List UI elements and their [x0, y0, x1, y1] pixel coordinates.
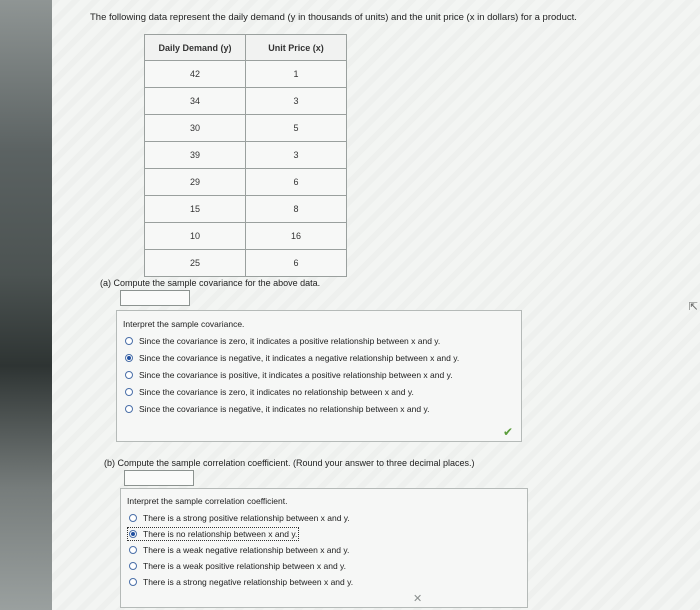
data-table: [144, 34, 347, 277]
correlation-option-2[interactable]: There is no relationship between x and y.: [129, 529, 297, 539]
correlation-interpret-box: [120, 488, 528, 608]
part-a-label: (a): [100, 278, 111, 288]
table-row: [145, 169, 347, 196]
header-unit-price: Unit Price (x): [246, 35, 347, 61]
table-row: [145, 196, 347, 223]
radio-button[interactable]: [129, 546, 137, 554]
table-row: [145, 223, 347, 250]
price-cell: 1: [246, 61, 347, 88]
price-cell: 3: [246, 142, 347, 169]
table-row: [145, 250, 347, 277]
radio-button[interactable]: [125, 371, 133, 379]
radio-button-selected[interactable]: [125, 354, 133, 362]
table-row: [145, 88, 347, 115]
covariance-option-4[interactable]: Since the covariance is zero, it indicates no relationship between x and y.: [125, 387, 414, 397]
part-a-text: Compute the sample covariance for the above data.: [113, 278, 321, 288]
covariance-interpret-box: [116, 310, 522, 442]
covariance-interpret-title: Interpret the sample covariance.: [123, 319, 245, 329]
radio-button[interactable]: [125, 388, 133, 396]
demand-cell: 15: [145, 196, 246, 223]
correlation-answer-input[interactable]: [124, 470, 194, 486]
part-b-prompt: [104, 458, 475, 468]
demand-cell: 30: [145, 115, 246, 142]
part-b-label: (b): [104, 458, 115, 468]
demand-cell: 10: [145, 223, 246, 250]
question-intro: The following data represent the daily demand (y in thousands of units) and the unit price (x in dollars) for a product.: [90, 12, 577, 23]
price-cell: 5: [246, 115, 347, 142]
price-cell: 6: [246, 169, 347, 196]
header-daily-demand: Daily Demand (y): [145, 35, 246, 61]
check-icon: ✔: [503, 425, 514, 439]
radio-button[interactable]: [125, 405, 133, 413]
demand-cell: 25: [145, 250, 246, 277]
radio-button[interactable]: [129, 578, 137, 586]
correlation-option-5[interactable]: There is a strong negative relationship between x and y.: [129, 577, 353, 587]
radio-button[interactable]: [129, 514, 137, 522]
covariance-option-5[interactable]: Since the covariance is negative, it indicates no relationship between x and y.: [125, 404, 429, 414]
table-row: [145, 142, 347, 169]
x-icon: ✕: [413, 593, 423, 605]
demand-cell: 34: [145, 88, 246, 115]
table-row: [145, 61, 347, 88]
covariance-option-1[interactable]: Since the covariance is zero, it indicates a positive relationship between x and y.: [125, 336, 440, 346]
radio-button[interactable]: [125, 337, 133, 345]
covariance-answer-input[interactable]: [120, 290, 190, 306]
correlation-option-1[interactable]: There is a strong positive relationship between x and y.: [129, 513, 350, 523]
demand-cell: 42: [145, 61, 246, 88]
price-cell: 3: [246, 88, 347, 115]
correlation-interpret-title: Interpret the sample correlation coefficient.: [127, 496, 288, 506]
demand-cell: 29: [145, 169, 246, 196]
radio-button[interactable]: [129, 562, 137, 570]
part-b-text: Compute the sample correlation coefficient. (Round your answer to three decimal places.): [117, 458, 475, 468]
correlation-option-4[interactable]: There is a weak positive relationship between x and y.: [129, 561, 346, 571]
table-row: [145, 115, 347, 142]
question-page: [52, 0, 700, 610]
price-cell: 8: [246, 196, 347, 223]
demand-cell: 39: [145, 142, 246, 169]
background-photo-edge: [0, 0, 60, 610]
covariance-option-3[interactable]: Since the covariance is positive, it indicates a positive relationship between x and y.: [125, 370, 453, 380]
correlation-option-3[interactable]: There is a weak negative relationship between x and y.: [129, 545, 349, 555]
price-cell: 16: [246, 223, 347, 250]
radio-button-selected[interactable]: [129, 530, 137, 538]
part-a-prompt: [100, 278, 320, 288]
cursor-icon: ⇱: [688, 301, 698, 313]
price-cell: 6: [246, 250, 347, 277]
covariance-option-2[interactable]: Since the covariance is negative, it indicates a negative relationship between x and y.: [125, 353, 459, 363]
